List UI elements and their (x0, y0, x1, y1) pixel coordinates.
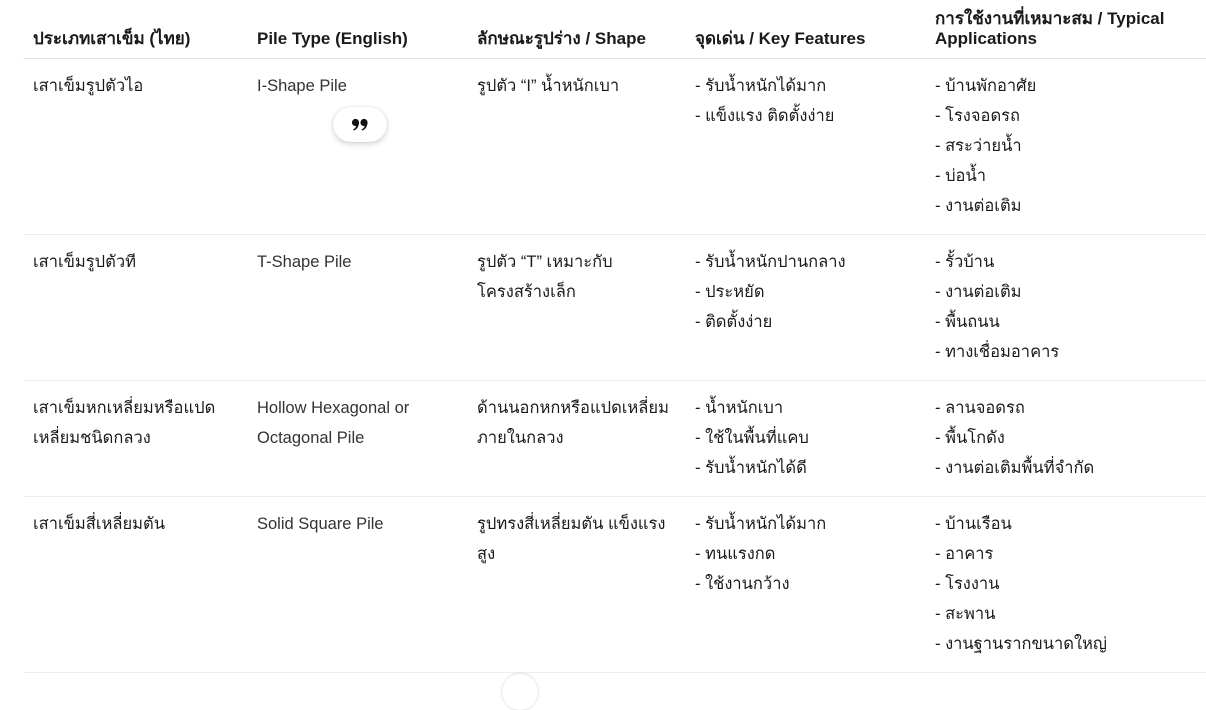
thai-name: เสาเข็มรูปตัวที (33, 253, 136, 271)
thai-name-cell (23, 497, 247, 673)
pile-type-table (23, 0, 1206, 673)
thai-name: เสาเข็มหกเหลี่ยมหรือแปดเหลี่ยมชนิดกลวง (33, 399, 216, 447)
applications-cell (925, 497, 1206, 673)
thai-name-cell (23, 381, 247, 497)
features-cell (685, 59, 925, 235)
english-name-cell (247, 381, 467, 497)
table-header-row (23, 0, 1206, 59)
english-name-cell (247, 59, 467, 235)
applications-cell (925, 59, 1206, 235)
application-item: - บ่อน้ำ (935, 167, 987, 185)
applications-cell (925, 235, 1206, 381)
table-row (23, 235, 1206, 381)
application-item: - บ้านเรือน (935, 515, 1012, 533)
table-row (23, 59, 1206, 235)
table-row (23, 497, 1206, 673)
feature-item: - รับน้ำหนักปานกลาง (695, 253, 846, 271)
application-item: - โรงจอดรถ (935, 107, 1021, 125)
application-item: - งานฐานรากขนาดใหญ่ (935, 635, 1107, 653)
thai-name-cell (23, 235, 247, 381)
feature-item: - รับน้ำหนักได้ดี (695, 459, 807, 477)
shape-cell (467, 59, 685, 235)
features-cell (685, 381, 925, 497)
application-item: - สระว่ายน้ำ (935, 137, 1022, 155)
floating-circle-button[interactable] (502, 674, 538, 710)
features-cell (685, 497, 925, 673)
shape-text: รูปทรงสี่เหลี่ยมตัน แข็งแรงสูง (477, 515, 666, 563)
application-item: - งานต่อเติมพื้นที่จำกัด (935, 459, 1095, 477)
thai-name: เสาเข็มสี่เหลี่ยมตัน (33, 515, 166, 533)
feature-item: - ประหยัด (695, 283, 765, 301)
header-thai-type: ประเภทเสาเข็ม (ไทย) (23, 0, 247, 59)
shape-cell (467, 497, 685, 673)
header-typical-applications: การใช้งานที่เหมาะสม / Typical Applications (925, 0, 1206, 59)
application-item: - โรงงาน (935, 575, 1000, 593)
thai-name: เสาเข็มรูปตัวไอ (33, 77, 144, 95)
applications-cell (925, 381, 1206, 497)
feature-item: - ใช้ในพื้นที่แคบ (695, 429, 809, 447)
header-english-type: Pile Type (English) (247, 0, 467, 59)
english-name: Hollow Hexagonal or Octagonal Pile (257, 399, 410, 447)
english-name: Solid Square Pile (257, 515, 384, 533)
quote-icon (351, 118, 369, 132)
application-item: - ลานจอดรถ (935, 399, 1025, 417)
feature-item: - ใช้งานกว้าง (695, 575, 790, 593)
feature-item: - รับน้ำหนักได้มาก (695, 515, 827, 533)
header-key-features: จุดเด่น / Key Features (685, 0, 925, 59)
feature-item: - น้ำหนักเบา (695, 399, 784, 417)
application-item: - สะพาน (935, 605, 996, 623)
shape-text: รูปตัว “T” เหมาะกับโครงสร้างเล็ก (477, 253, 613, 301)
application-item: - พื้นถนน (935, 313, 1000, 331)
application-item: - พื้นโกดัง (935, 429, 1005, 447)
application-item: - บ้านพักอาศัย (935, 77, 1037, 95)
shape-cell (467, 235, 685, 381)
english-name: T-Shape Pile (257, 253, 352, 271)
feature-item: - ทนแรงกด (695, 545, 776, 563)
application-item: - รั้วบ้าน (935, 253, 995, 271)
english-name: I-Shape Pile (257, 77, 347, 95)
english-name-cell (247, 497, 467, 673)
english-name-cell (247, 235, 467, 381)
application-item: - อาคาร (935, 545, 994, 563)
table-row (23, 381, 1206, 497)
application-item: - ทางเชื่อมอาคาร (935, 343, 1060, 361)
application-item: - งานต่อเติม (935, 283, 1022, 301)
feature-item: - รับน้ำหนักได้มาก (695, 77, 827, 95)
application-item: - งานต่อเติม (935, 197, 1022, 215)
feature-item: - แข็งแรง ติดตั้งง่าย (695, 107, 835, 125)
thai-name-cell (23, 59, 247, 235)
shape-text: รูปตัว “I” น้ำหนักเบา (477, 77, 620, 95)
shape-text: ด้านนอกหกหรือแปดเหลี่ยม ภายในกลวง (477, 399, 669, 447)
header-shape: ลักษณะรูปร่าง / Shape (467, 0, 685, 59)
quote-button[interactable] (333, 107, 387, 142)
features-cell (685, 235, 925, 381)
shape-cell (467, 381, 685, 497)
feature-item: - ติดตั้งง่าย (695, 313, 773, 331)
